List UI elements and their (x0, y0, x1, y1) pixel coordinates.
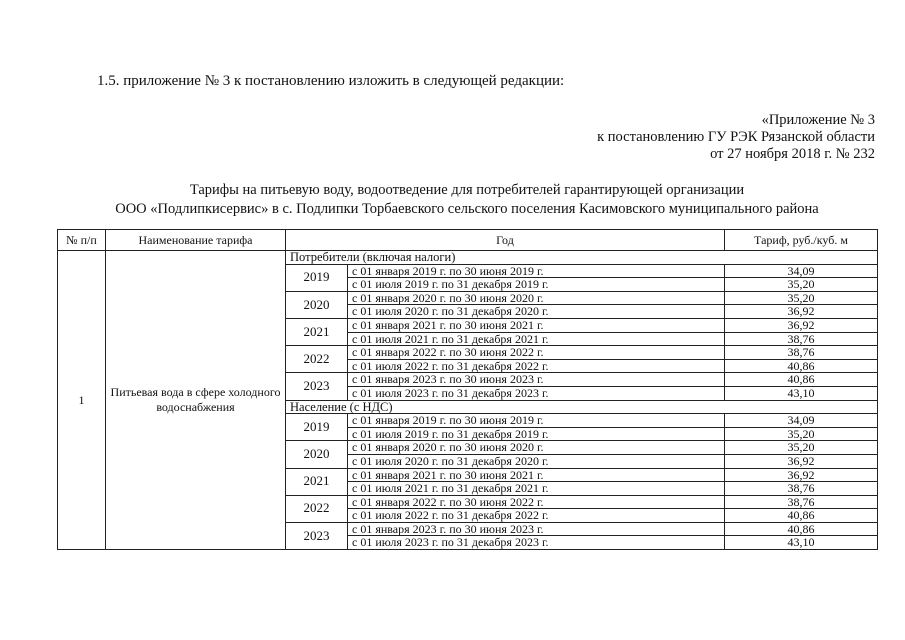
tariff-value-cell: 36,92 (725, 454, 878, 468)
header-tariff-name: Наименование тарифа (106, 230, 286, 251)
period-cell: с 01 июля 2020 г. по 31 декабря 2020 г. (348, 454, 725, 468)
document-title (57, 181, 877, 219)
tariff-value-cell: 43,10 (725, 536, 878, 550)
intro-paragraph: 1.5. приложение № 3 к постановлению изложить в следующей редакции: (97, 73, 565, 89)
tariff-value-cell: 38,76 (725, 482, 878, 496)
period-cell: с 01 января 2020 г. по 30 июня 2020 г. (348, 441, 725, 455)
period-cell: с 01 июля 2021 г. по 31 декабря 2021 г. (348, 482, 725, 496)
tariff-value-cell: 36,92 (725, 305, 878, 319)
year-cell: 2023 (286, 373, 348, 400)
title-line-1: Тарифы на питьевую воду, водоотведение для потребителей гарантирующей организации (189, 182, 745, 198)
year-cell: 2021 (286, 468, 348, 495)
row-number: 1 (58, 251, 106, 550)
tariff-table (57, 229, 878, 550)
appendix-reference (597, 112, 875, 163)
title-line-2: ООО «Подлипкисервис» в с. Подлипки Торбаевского сельского поселения Касимовского муниципального района (115, 201, 819, 217)
tariff-value-cell: 40,86 (725, 522, 878, 536)
tariff-value-cell: 36,92 (725, 468, 878, 482)
period-cell: с 01 июля 2022 г. по 31 декабря 2022 г. (348, 359, 725, 373)
header-year: Год (286, 230, 725, 251)
tariff-value-cell: 38,76 (725, 495, 878, 509)
tariff-value-cell: 35,20 (725, 427, 878, 441)
period-cell: с 01 января 2020 г. по 30 июня 2020 г. (348, 291, 725, 305)
consumer-group-label: Потребители (включая налоги) (286, 251, 878, 265)
period-cell: с 01 января 2021 г. по 30 июня 2021 г. (348, 318, 725, 332)
period-cell: с 01 января 2023 г. по 30 июня 2023 г. (348, 522, 725, 536)
period-cell: с 01 января 2022 г. по 30 июня 2022 г. (348, 346, 725, 360)
group-row (58, 251, 878, 265)
period-cell: с 01 июля 2023 г. по 31 декабря 2023 г. (348, 536, 725, 550)
tariff-value-cell: 38,76 (725, 332, 878, 346)
tariff-value-cell: 35,20 (725, 291, 878, 305)
tariff-value-cell: 36,92 (725, 318, 878, 332)
year-cell: 2019 (286, 264, 348, 291)
table-body (58, 251, 878, 550)
appendix-line-3: от 27 ноября 2018 г. № 232 (710, 146, 875, 162)
period-cell: с 01 января 2022 г. по 30 июня 2022 г. (348, 495, 725, 509)
year-cell: 2019 (286, 414, 348, 441)
period-cell: с 01 июля 2020 г. по 31 декабря 2020 г. (348, 305, 725, 319)
year-cell: 2020 (286, 441, 348, 468)
tariff-value-cell: 35,20 (725, 278, 878, 292)
table-header-row (58, 230, 878, 251)
tariff-value-cell: 35,20 (725, 441, 878, 455)
year-cell: 2022 (286, 495, 348, 522)
appendix-line-1: «Приложение № 3 (761, 112, 875, 128)
tariff-value-cell: 40,86 (725, 359, 878, 373)
tariff-name: Питьевая вода в сфере холодного водоснабжения (106, 251, 286, 550)
period-cell: с 01 июля 2019 г. по 31 декабря 2019 г. (348, 427, 725, 441)
appendix-line-2: к постановлению ГУ РЭК Рязанской области (597, 129, 875, 145)
period-cell: с 01 июля 2021 г. по 31 декабря 2021 г. (348, 332, 725, 346)
period-cell: с 01 января 2021 г. по 30 июня 2021 г. (348, 468, 725, 482)
header-number: № п/п (58, 230, 106, 251)
period-cell: с 01 января 2019 г. по 30 июня 2019 г. (348, 264, 725, 278)
period-cell: с 01 января 2023 г. по 30 июня 2023 г. (348, 373, 725, 387)
period-cell: с 01 января 2019 г. по 30 июня 2019 г. (348, 414, 725, 428)
year-cell: 2023 (286, 522, 348, 549)
tariff-value-cell: 34,09 (725, 414, 878, 428)
year-cell: 2021 (286, 318, 348, 345)
period-cell: с 01 июля 2022 г. по 31 декабря 2022 г. (348, 509, 725, 523)
consumer-group-label: Население (с НДС) (286, 400, 878, 414)
year-cell: 2022 (286, 346, 348, 373)
period-cell: с 01 июля 2019 г. по 31 декабря 2019 г. (348, 278, 725, 292)
tariff-value-cell: 34,09 (725, 264, 878, 278)
period-cell: с 01 июля 2023 г. по 31 декабря 2023 г. (348, 386, 725, 400)
year-cell: 2020 (286, 291, 348, 318)
header-tariff-value: Тариф, руб./куб. м (725, 230, 878, 251)
tariff-value-cell: 43,10 (725, 386, 878, 400)
tariff-value-cell: 40,86 (725, 373, 878, 387)
tariff-value-cell: 40,86 (725, 509, 878, 523)
tariff-value-cell: 38,76 (725, 346, 878, 360)
